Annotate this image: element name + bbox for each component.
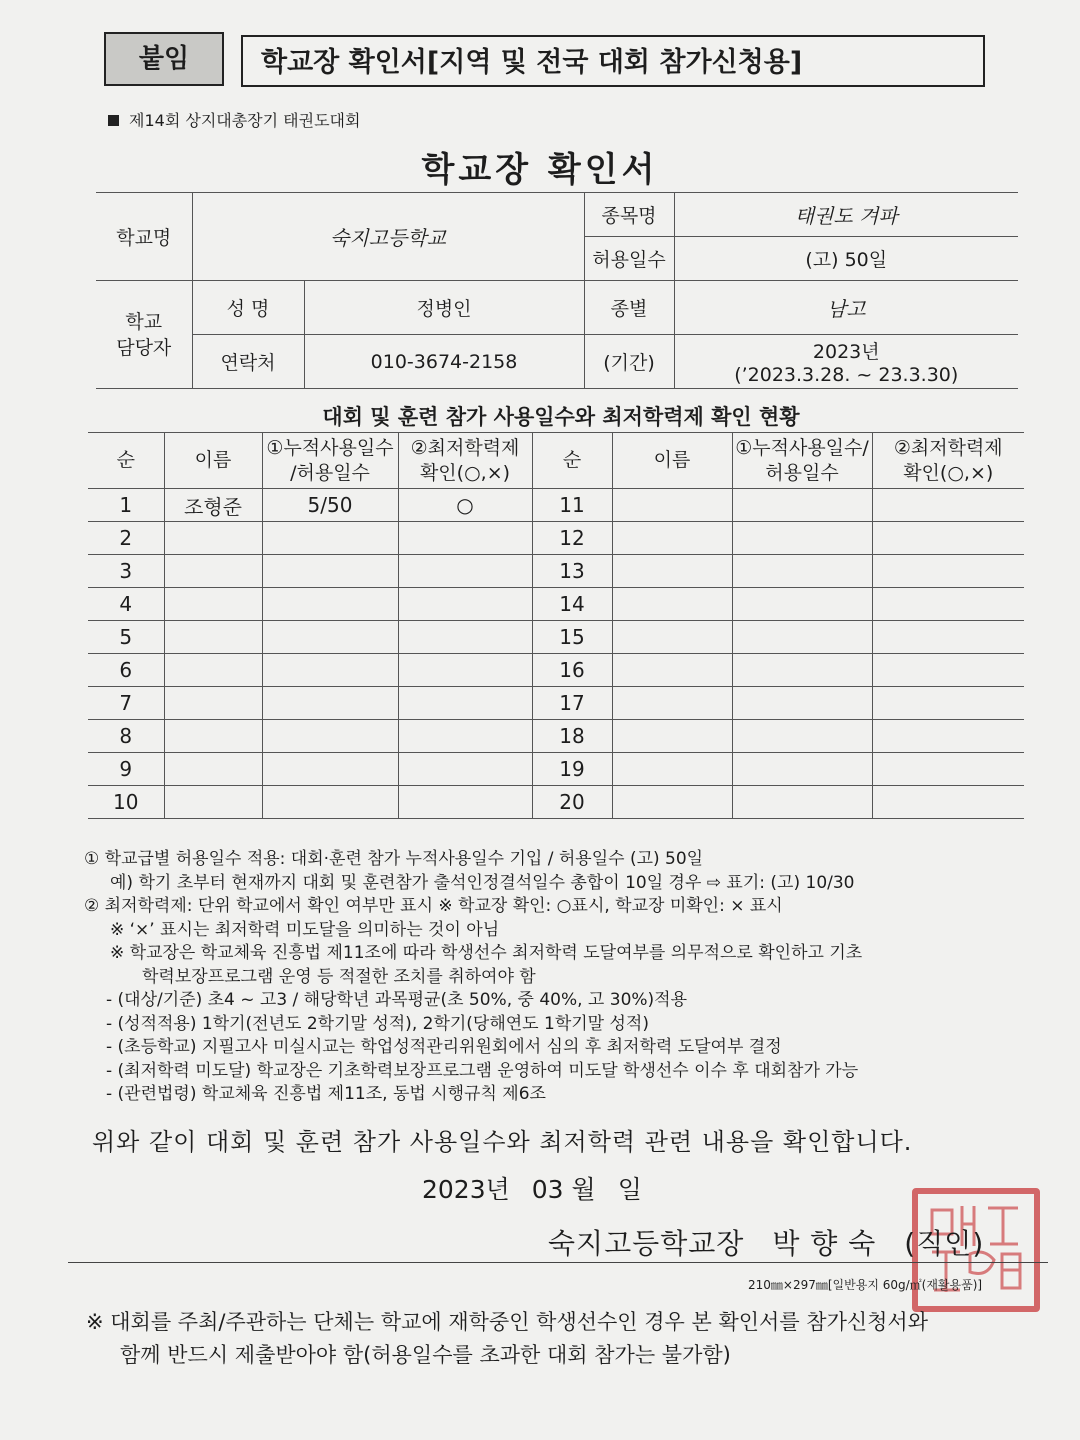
row-days-right-cell bbox=[732, 588, 872, 621]
row-number-right-cell: 20 bbox=[532, 786, 612, 819]
row-name-right-cell bbox=[612, 654, 732, 687]
footer-line: ※ 대회를 주최/주관하는 단체는 학교에 재학중인 학생선수인 경우 본 확인서를 참가신청서와 bbox=[86, 1310, 929, 1334]
event-name-text: 제14회 상지대총장기 태권도대회 bbox=[129, 111, 361, 130]
row-name-cell bbox=[164, 753, 262, 786]
row-days-right-cell bbox=[732, 786, 872, 819]
row-min-right-cell bbox=[872, 522, 1024, 555]
table-row bbox=[88, 489, 1024, 522]
type-label: 종별 bbox=[584, 281, 674, 335]
paper-spec: 210㎜×297㎜[일반용지 60g/㎡(재활용품)] bbox=[748, 1278, 983, 1292]
row-days-cell bbox=[262, 720, 398, 753]
table-row bbox=[88, 720, 1024, 753]
row-name-right-cell bbox=[612, 687, 732, 720]
table-row bbox=[88, 621, 1024, 654]
allowed-days-value: (고) 50일 bbox=[674, 237, 1018, 281]
header-min bbox=[398, 433, 532, 489]
table-row bbox=[88, 555, 1024, 588]
row-min-right-cell bbox=[872, 555, 1024, 588]
row-number-right-cell: 17 bbox=[532, 687, 612, 720]
footer-note bbox=[86, 1306, 928, 1372]
row-days-cell bbox=[262, 621, 398, 654]
period-range: (’2023.3.28. ~ 23.3.30) bbox=[734, 364, 959, 386]
row-days-right-cell bbox=[732, 687, 872, 720]
row-min-right-cell bbox=[872, 687, 1024, 720]
table-row bbox=[88, 687, 1024, 720]
row-days-cell bbox=[262, 687, 398, 720]
table-row bbox=[88, 654, 1024, 687]
row-min-right-cell bbox=[872, 489, 1024, 522]
attachment-tag: 붙임 bbox=[104, 32, 224, 86]
roster-body bbox=[88, 489, 1024, 819]
row-name-cell bbox=[164, 654, 262, 687]
principal-school: 숙지고등학교장 bbox=[548, 1227, 745, 1260]
row-name-cell bbox=[164, 588, 262, 621]
row-number-cell: 4 bbox=[88, 588, 164, 621]
header-days-line2: /허용일수 bbox=[290, 461, 370, 484]
row-days-right-cell bbox=[732, 654, 872, 687]
date-day: 일 bbox=[617, 1175, 642, 1204]
row-name-cell bbox=[164, 687, 262, 720]
row-days-right-cell bbox=[732, 720, 872, 753]
row-min-cell bbox=[398, 753, 532, 786]
row-days-cell bbox=[262, 588, 398, 621]
header-days-right bbox=[732, 433, 872, 489]
allowed-days-label: 허용일수 bbox=[584, 237, 674, 281]
header-min-right-line2: 확인(○,×) bbox=[903, 461, 994, 484]
header-num-right: 순 bbox=[532, 433, 612, 489]
header-days-right-line1: ①누적사용일수/ bbox=[735, 436, 869, 459]
period-year: 2023년 bbox=[812, 341, 880, 363]
name-label: 성 명 bbox=[192, 281, 304, 335]
date-year: 2023년 bbox=[422, 1175, 510, 1204]
roster-title: 대회 및 훈련 참가 사용일수와 최저학력제 확인 현황 bbox=[322, 405, 800, 429]
row-min-cell bbox=[398, 555, 532, 588]
header-num: 순 bbox=[88, 433, 164, 489]
row-days-cell bbox=[262, 654, 398, 687]
row-name-cell bbox=[164, 786, 262, 819]
row-number-right-cell: 12 bbox=[532, 522, 612, 555]
date-month: 03 월 bbox=[531, 1175, 596, 1204]
row-name-cell bbox=[164, 555, 262, 588]
event-name bbox=[108, 108, 360, 131]
note-line: ※ 학교장은 학교체육 진흥법 제11조에 따라 학생선수 최저학력 도달여부를 의무적으로 확인하고 기초 bbox=[110, 943, 863, 963]
divider bbox=[68, 1262, 1048, 1263]
sport-value: 태권도 겨파 bbox=[674, 193, 1018, 237]
row-min-cell bbox=[398, 522, 532, 555]
row-number-right-cell: 16 bbox=[532, 654, 612, 687]
table-row bbox=[88, 522, 1024, 555]
row-number-cell: 9 bbox=[88, 753, 164, 786]
row-name-right-cell bbox=[612, 786, 732, 819]
row-name-right-cell bbox=[612, 720, 732, 753]
note-line: - (관련법령) 학교체육 진흥법 제11조, 동법 시행규칙 제6조 bbox=[106, 1084, 546, 1104]
row-name-cell bbox=[164, 522, 262, 555]
row-min-cell bbox=[398, 786, 532, 819]
row-min-cell: ○ bbox=[398, 489, 532, 522]
row-number-cell: 3 bbox=[88, 555, 164, 588]
footer-line: 함께 반드시 제출받아야 함(허용일수를 초과한 대회 참가는 불가함) bbox=[120, 1343, 731, 1367]
confirmation-statement: 위와 같이 대회 및 훈련 참가 사용일수와 최저학력 관련 내용을 확인합니다. bbox=[92, 1128, 913, 1156]
row-days-cell bbox=[262, 522, 398, 555]
principal-name: 박 향 숙 bbox=[772, 1227, 877, 1260]
header-min-line1: ②최저학력제 bbox=[410, 436, 520, 459]
header-days-line1: ①누적사용일수 bbox=[266, 436, 394, 459]
row-number-right-cell: 18 bbox=[532, 720, 612, 753]
roster-table bbox=[88, 432, 1024, 819]
row-days-cell bbox=[262, 555, 398, 588]
school-label: 학교명 bbox=[96, 193, 192, 281]
period-label: (기간) bbox=[584, 335, 674, 389]
row-number-cell: 2 bbox=[88, 522, 164, 555]
note-line: 예) 학기 초부터 현재까지 대회 및 훈련참가 출석인정결석일수 총합이 10일 경우 ⇨ 표기: (고) 10/30 bbox=[110, 872, 855, 893]
row-min-right-cell bbox=[872, 588, 1024, 621]
contact-value: 010-3674-2158 bbox=[304, 335, 584, 389]
row-days-right-cell bbox=[732, 621, 872, 654]
row-number-cell: 5 bbox=[88, 621, 164, 654]
row-number-right-cell: 15 bbox=[532, 621, 612, 654]
note-line: - (최저학력 미도달) 학교장은 기초학력보장프로그램 운영하여 미도달 학생선수 이수 후 대회참가 가능 bbox=[106, 1060, 859, 1081]
row-min-cell bbox=[398, 720, 532, 753]
row-number-cell: 1 bbox=[88, 489, 164, 522]
note-line: ※ ‘×’ 표시는 최저학력 미도달을 의미하는 것이 아님 bbox=[110, 919, 500, 940]
table-row bbox=[88, 786, 1024, 819]
header-days bbox=[262, 433, 398, 489]
row-name-cell bbox=[164, 720, 262, 753]
row-days-cell: 5/50 bbox=[262, 489, 398, 522]
row-min-right-cell bbox=[872, 621, 1024, 654]
row-number-cell: 8 bbox=[88, 720, 164, 753]
row-days-right-cell bbox=[732, 753, 872, 786]
notes-section bbox=[84, 848, 1044, 1107]
row-min-cell bbox=[398, 588, 532, 621]
row-name-right-cell bbox=[612, 621, 732, 654]
row-min-cell bbox=[398, 654, 532, 687]
row-number-cell: 7 bbox=[88, 687, 164, 720]
header-name-right: 이름 bbox=[612, 433, 732, 489]
row-days-cell bbox=[262, 753, 398, 786]
table-row bbox=[88, 588, 1024, 621]
note-line: - (성적적용) 1학기(전년도 2학기말 성적), 2학기(당해연도 1학기말 성적) bbox=[106, 1013, 649, 1034]
row-number-cell: 10 bbox=[88, 786, 164, 819]
school-info-table bbox=[96, 192, 1018, 389]
square-bullet-icon bbox=[108, 115, 119, 126]
note-line: 학력보장프로그램 운영 등 적절한 조치를 취하여야 함 bbox=[142, 966, 536, 987]
row-days-right-cell bbox=[732, 489, 872, 522]
principal-signature bbox=[548, 1222, 1012, 1262]
header-min-line2: 확인(○,×) bbox=[419, 461, 511, 484]
seal-note: (직인) bbox=[904, 1227, 985, 1260]
row-name-right-cell bbox=[612, 489, 732, 522]
row-min-right-cell bbox=[872, 720, 1024, 753]
row-name-right-cell bbox=[612, 753, 732, 786]
row-days-right-cell bbox=[732, 522, 872, 555]
row-name-right-cell bbox=[612, 555, 732, 588]
period-value bbox=[674, 335, 1018, 389]
row-min-cell bbox=[398, 687, 532, 720]
contact-label: 연락처 bbox=[192, 335, 304, 389]
signing-date bbox=[422, 1170, 664, 1206]
row-name-cell bbox=[164, 621, 262, 654]
note-line: ① 학교급별 허용일수 적용: 대회·훈련 참가 누적사용일수 기입 / 허용일수 (고) 50일 bbox=[84, 849, 704, 869]
row-days-cell bbox=[262, 786, 398, 819]
row-number-cell: 6 bbox=[88, 654, 164, 687]
note-line: ② 최저학력제: 단위 학교에서 확인 여부만 표시 ※ 학교장 확인: ○표시, 학교장 미확인: × 표시 bbox=[84, 896, 783, 916]
note-line: - (초등학교) 지필고사 미실시교는 학업성적관리위원회에서 심의 후 최저학력 도달여부 결정 bbox=[106, 1037, 782, 1057]
row-name-right-cell bbox=[612, 588, 732, 621]
row-days-right-cell bbox=[732, 555, 872, 588]
row-number-right-cell: 14 bbox=[532, 588, 612, 621]
row-min-right-cell bbox=[872, 786, 1024, 819]
row-number-right-cell: 19 bbox=[532, 753, 612, 786]
row-name-cell: 조형준 bbox=[164, 489, 262, 522]
header-days-right-line2: 허용일수 bbox=[765, 461, 839, 484]
header-name: 이름 bbox=[164, 433, 262, 489]
row-min-right-cell bbox=[872, 753, 1024, 786]
document-title: 학교장 확인서 bbox=[421, 150, 659, 190]
row-name-right-cell bbox=[612, 522, 732, 555]
row-number-right-cell: 13 bbox=[532, 555, 612, 588]
header-min-right-line1: ②최저학력제 bbox=[893, 436, 1003, 459]
row-min-cell bbox=[398, 621, 532, 654]
note-line: - (대상/기준) 초4 ~ 고3 / 해당학년 과목평균(초 50%, 중 40%, 고 30%)적용 bbox=[106, 990, 688, 1010]
form-title: 학교장 확인서[지역 및 전국 대회 참가신청용] bbox=[241, 35, 985, 87]
table-row bbox=[88, 753, 1024, 786]
staff-label: 학교 담당자 bbox=[96, 281, 192, 389]
type-value: 남고 bbox=[674, 281, 1018, 335]
school-value: 숙지고등학교 bbox=[192, 193, 584, 281]
sport-label: 종목명 bbox=[584, 193, 674, 237]
name-value: 정병인 bbox=[304, 281, 584, 335]
header-min-right bbox=[872, 433, 1024, 489]
row-min-right-cell bbox=[872, 654, 1024, 687]
row-number-right-cell: 11 bbox=[532, 489, 612, 522]
